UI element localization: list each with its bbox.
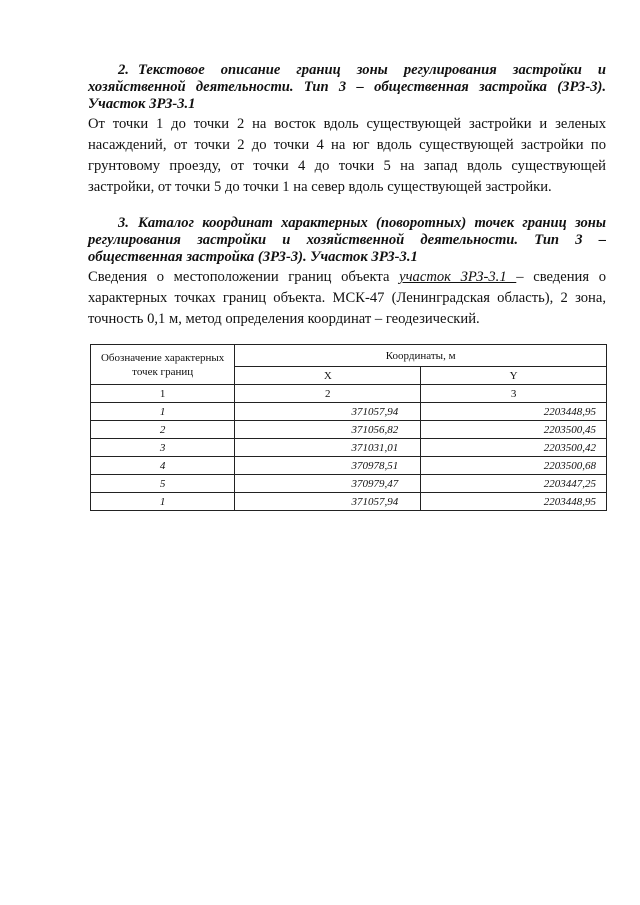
table-row bbox=[91, 457, 607, 475]
header-point: Обозначение характерных точек границ bbox=[91, 345, 235, 385]
section-3-title: Каталог координат характерных (поворотных) точек границ зоны регулирования застройки и хозяйственной деятельности. Тип 3 – общественная застройка (ЗРЗ-3). Участок ЗРЗ-3.1 bbox=[88, 215, 606, 265]
y-cell: 2203448,95 bbox=[421, 403, 607, 421]
point-cell: 5 bbox=[91, 475, 235, 493]
table-header-row bbox=[91, 345, 607, 367]
table-row bbox=[91, 493, 607, 511]
header-coords: Координаты, м bbox=[235, 345, 607, 367]
section-2-description: От точки 1 до точки 2 на восток вдоль существующей застройки и зеленых насаждений, от точки 2 до точки 4 на юг вдоль существующей застройки по грунтовому проезду, от точки 4 до точки 5 на запад вдоль существующей застройки, от точки 5 до точки 1 на север вдоль существующей застройки. bbox=[88, 116, 606, 195]
point-cell: 1 bbox=[91, 493, 235, 511]
y-cell: 2203500,42 bbox=[421, 439, 607, 457]
table-row bbox=[91, 403, 607, 421]
point-cell: 4 bbox=[91, 457, 235, 475]
header-y: Y bbox=[421, 367, 607, 385]
section-2-number: 2. bbox=[118, 62, 129, 78]
table-index-row bbox=[91, 385, 607, 403]
x-cell: 370978,51 bbox=[235, 457, 421, 475]
section-3-heading bbox=[88, 215, 606, 266]
point-cell: 1 bbox=[91, 403, 235, 421]
point-cell: 3 bbox=[91, 439, 235, 457]
table-row bbox=[91, 421, 607, 439]
header-x: X bbox=[235, 367, 421, 385]
index-cell: 2 bbox=[235, 385, 421, 403]
document-content bbox=[88, 62, 606, 511]
y-cell: 2203448,95 bbox=[421, 493, 607, 511]
x-cell: 371057,94 bbox=[235, 403, 421, 421]
intro-after-text: – сведения о характерных точках границ объекта. МСК-47 (Ленинградская область), 2 зона, точность 0,1 м, метод определения координат – геодезический. bbox=[88, 269, 606, 327]
section-spacer bbox=[88, 198, 606, 215]
x-cell: 370979,47 bbox=[235, 475, 421, 493]
table-row bbox=[91, 475, 607, 493]
x-cell: 371057,94 bbox=[235, 493, 421, 511]
index-cell: 1 bbox=[91, 385, 235, 403]
x-cell: 371056,82 bbox=[235, 421, 421, 439]
table-row bbox=[91, 439, 607, 457]
index-cell: 3 bbox=[421, 385, 607, 403]
object-name: участок ЗРЗ-3.1 bbox=[399, 269, 517, 285]
intro-before-text: Сведения о местоположении границ объекта bbox=[88, 269, 400, 285]
x-cell: 371031,01 bbox=[235, 439, 421, 457]
y-cell: 2203447,25 bbox=[421, 475, 607, 493]
y-cell: 2203500,45 bbox=[421, 421, 607, 439]
coordinates-table bbox=[90, 344, 607, 511]
point-cell: 2 bbox=[91, 421, 235, 439]
section-2-title: Текстовое описание границ зоны регулирования застройки и хозяйственной деятельности. Тип 3 – общественная застройка (ЗРЗ-3). Участок ЗРЗ-3.1 bbox=[88, 62, 606, 112]
y-cell: 2203500,68 bbox=[421, 457, 607, 475]
section-2-heading bbox=[88, 62, 606, 113]
section-3-number: 3. bbox=[118, 215, 129, 231]
section-3-intro bbox=[88, 267, 606, 330]
